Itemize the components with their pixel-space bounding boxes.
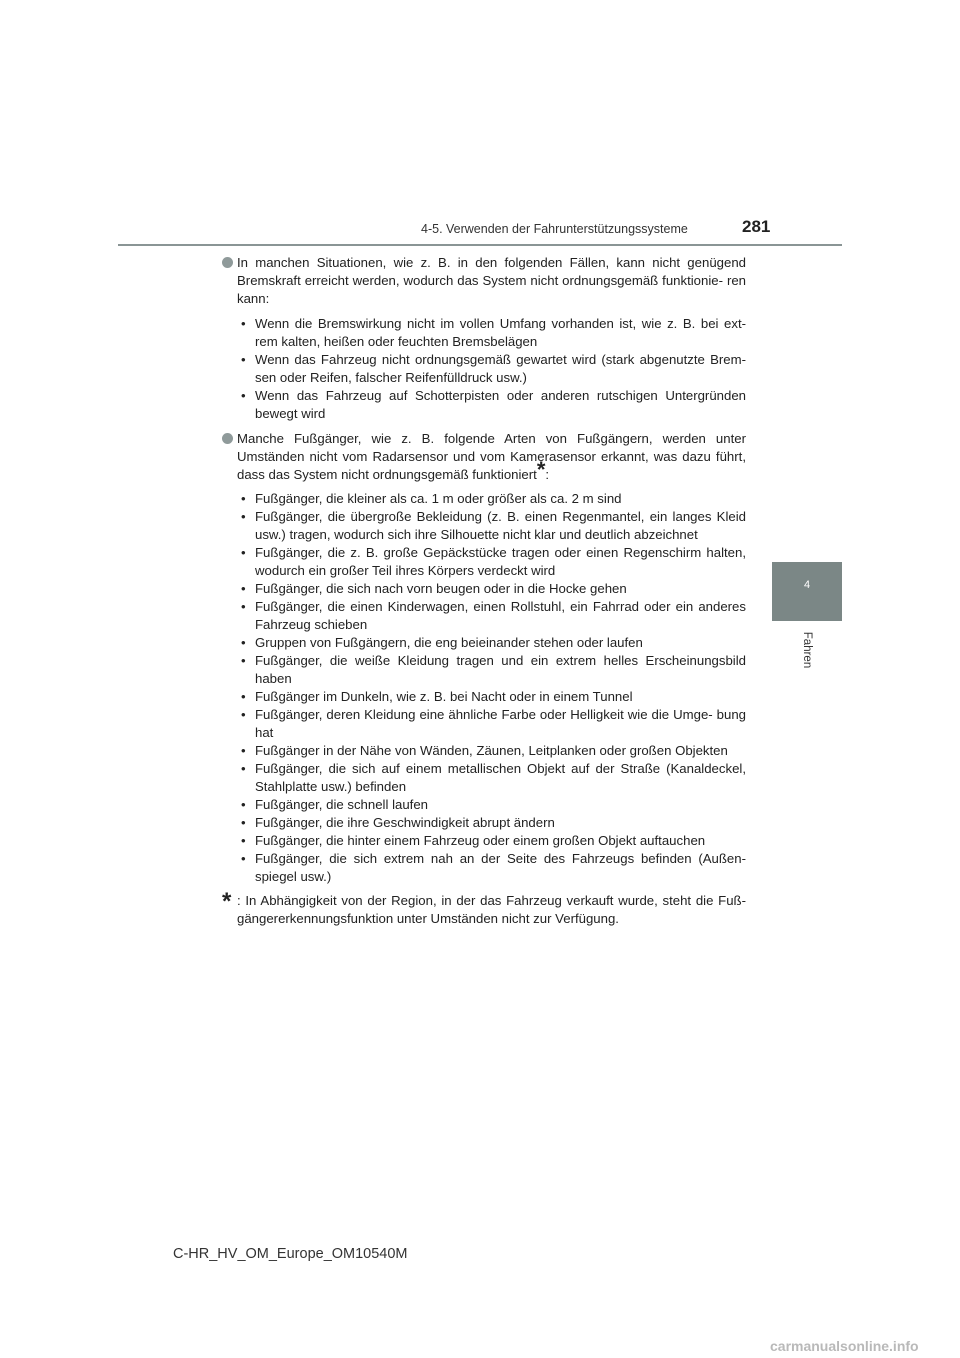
footer-document-id: C-HR_HV_OM_Europe_OM10540M — [173, 1246, 408, 1262]
paragraph-pedestrians — [222, 430, 746, 484]
list-item: • Fußgänger, die sich nach vorn beugen oder in die Hocke gehen — [237, 580, 746, 598]
list-item: • Wenn das Fahrzeug auf Schotterpisten oder anderen rutschigen Untergründen bewegt wird — [237, 387, 746, 423]
footnote-text: : In Abhängigkeit von der Region, in der das Fahrzeug verkauft wurde, steht die Fuß- gängererkennungsfunktion unter Umständen nicht zur Verfügung. — [237, 893, 746, 926]
list-item: • Gruppen von Fußgängern, die eng beieinander stehen oder laufen — [237, 634, 746, 652]
list-item: • Fußgänger in der Nähe von Wänden, Zäunen, Leitplanken oder großen Objekten — [237, 742, 746, 760]
chapter-side-tab[interactable] — [772, 562, 842, 621]
footnote-star: * — [222, 888, 232, 915]
list-item: • Fußgänger, die weiße Kleidung tragen und ein extrem helles Erscheinungsbild haben — [237, 652, 746, 688]
list-item: • Wenn das Fahrzeug nicht ordnungsgemäß gewartet wird (stark abgenutzte Brem- sen oder Reifen, falscher Reifenfülldruck usw.) — [237, 351, 746, 387]
chapter-number: 4 — [803, 579, 811, 591]
list-item: • Fußgänger, deren Kleidung eine ähnliche Farbe oder Helligkeit wie die Umge- bung hat — [237, 706, 746, 742]
list-item: • Fußgänger, die einen Kinderwagen, einen Rollstuhl, ein Fahrrad oder ein anderes Fahrzeug schieben — [237, 598, 746, 634]
paragraph-braking — [222, 254, 746, 308]
bullet-circle-icon — [222, 257, 233, 268]
chapter-label-text: Fahren — [801, 631, 813, 669]
paragraph-text: In manchen Situationen, wie z. B. in den folgenden Fällen, kann nicht genügend Bremskraft erreicht werden, wodurch das System nicht ordnungsgemäß funktionie- ren kann: — [237, 255, 746, 306]
list-item: • Wenn die Bremswirkung nicht im vollen Umfang vorhanden ist, wie z. B. bei ext- rem kalten, heißen oder feuchten Bremsbelägen — [237, 315, 746, 351]
chapter-label — [799, 627, 815, 673]
watermark: carmanualsonline.info — [770, 1338, 919, 1354]
list-item: • Fußgänger, die ihre Geschwindigkeit abrupt ändern — [237, 814, 746, 832]
paragraph-suffix: : — [545, 467, 550, 482]
header-section-title: 4-5. Verwenden der Fahrunterstützungssysteme — [421, 222, 688, 236]
list-item: • Fußgänger im Dunkeln, wie z. B. bei Nacht oder in einem Tunnel — [237, 688, 746, 706]
list-item: • Fußgänger, die übergroße Bekleidung (z. B. einen Regenmantel, ein langes Kleid usw.) tragen, wodurch sich ihre Silhouette nicht klar und deutlich abzeichnet — [237, 508, 746, 544]
list-item: • Fußgänger, die kleiner als ca. 1 m oder größer als ca. 2 m sind — [237, 490, 746, 508]
footnote-marker: * — [536, 457, 546, 482]
list-item: • Fußgänger, die z. B. große Gepäckstücke tragen oder einen Regenschirm halten, wodurch ein großer Teil ihres Körpers verdeckt wird — [237, 544, 746, 580]
footnote — [222, 888, 746, 928]
bullet-circle-icon — [222, 433, 233, 444]
paragraph-text: Manche Fußgänger, wie z. B. folgende Arten von Fußgängern, werden unter Umständen nicht vom Radarsensor und vom Kamerasensor erkannt, was dazu führt, dass das System nicht ordnungsgemäß funktioniert — [237, 431, 746, 482]
list-item: • Fußgänger, die schnell laufen — [237, 796, 746, 814]
main-content — [222, 254, 746, 928]
list-item: • Fußgänger, die sich extrem nah an der Seite des Fahrzeugs befinden (Außen- spiegel usw.) — [237, 850, 746, 886]
list-item: • Fußgänger, die hinter einem Fahrzeug oder einem großen Objekt auftauchen — [237, 832, 746, 850]
header-rule — [118, 244, 842, 246]
braking-conditions-list — [222, 315, 746, 423]
list-item: • Fußgänger, die sich auf einem metallischen Objekt auf der Straße (Kanaldeckel, Stahlplatte usw.) befinden — [237, 760, 746, 796]
pedestrian-types-list — [222, 490, 746, 886]
page-number: 281 — [742, 217, 771, 236]
